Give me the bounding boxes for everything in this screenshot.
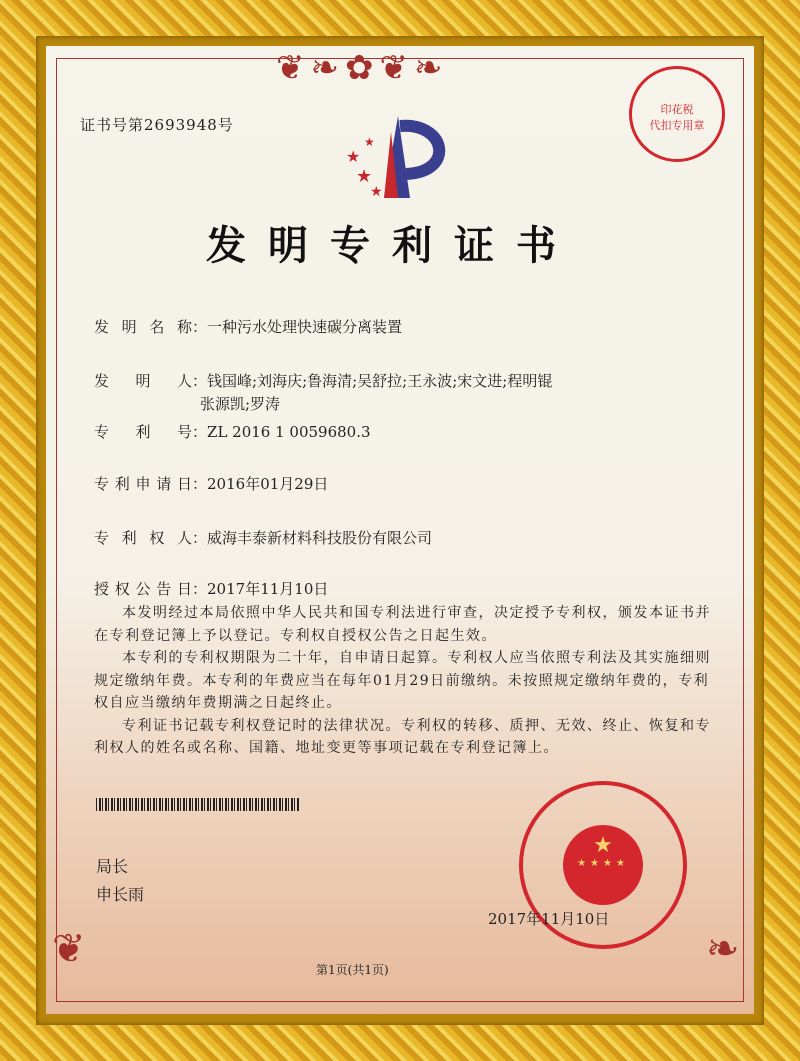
page-footer: 第1页(共1页): [316, 963, 389, 977]
field-inventors-line2: 张源凯;罗涛: [200, 395, 281, 413]
field-value: 2017年11月10日: [207, 580, 329, 598]
bottom-left-ornament: ❦: [52, 926, 86, 972]
field-value: 2016年01月29日: [207, 475, 329, 493]
paragraph: 本发明经过本局依照中华人民共和国专利法进行审查，决定授予专利权，颁发本证书并在专利登记簿上予以登记。专利权自授权公告之日起生效。: [94, 605, 711, 644]
field-patent-number: 专利号：ZL 2016 1 0059680.3: [94, 423, 371, 441]
field-label: 发明人: [94, 372, 192, 390]
svg-text:★: ★: [356, 166, 373, 187]
svg-text:★: ★: [370, 184, 383, 200]
field-label: 专利申请日: [94, 475, 192, 493]
national-emblem-icon: ★ ★★★★: [563, 825, 643, 905]
svg-text:★: ★: [364, 135, 375, 149]
certificate-paper: [46, 46, 754, 1014]
signatory-name: 申长雨: [96, 885, 145, 904]
certificate-body: [94, 602, 714, 760]
paragraph: 本专利的专利权期限为二十年，自申请日起算。专利权人应当依照专利法及其实施细则规定缴纳年费。本专利的年费应当在每年01月29日前缴纳。未按照规定缴纳年费的，专利权自应当缴纳年费期满之日起终止。: [94, 650, 711, 711]
certificate-title: 发明专利证书: [206, 222, 578, 269]
small-seal-center2: 代扣专用章: [649, 119, 705, 132]
field-filing-date: 专利申请日：2016年01月29日: [94, 475, 329, 493]
field-value: 钱国峰;刘海庆;鲁海清;吴舒拉;王永波;宋文进;程明锟: [207, 372, 553, 390]
field-label: 发明名称: [94, 318, 192, 336]
field-inventors: 发明人：钱国峰;刘海庆;鲁海清;吴舒拉;王永波;宋文进;程明锟: [94, 372, 553, 390]
field-label: 授权公告日: [94, 580, 192, 598]
field-patentee: 专利权人：威海丰泰新材料科技股份有限公司: [94, 529, 433, 547]
patent-office-logo: [336, 112, 466, 202]
stamp-duty-seal: [629, 66, 725, 162]
field-grant-date: 授权公告日：2017年11月10日: [94, 580, 329, 598]
barcode: [96, 798, 300, 811]
top-ornament: ❦❧✿❦❧: [276, 48, 449, 88]
certificate-number: 证书号第2693948号: [80, 116, 234, 134]
seal-date: 2017年11月10日: [488, 910, 610, 928]
field-value: ZL 2016 1 0059680.3: [207, 423, 371, 441]
field-value: 一种污水处理快速碳分离装置: [207, 318, 403, 336]
field-label: 专利权人: [94, 529, 192, 547]
paragraph: 专利证书记载专利权登记时的法律状况。专利权的转移、质押、无效、终止、恢复和专利权人的姓名或名称、国籍、地址变更等事项记载在专利登记簿上。: [94, 717, 711, 756]
field-invention-name: 发明名称：一种污水处理快速碳分离装置: [94, 318, 403, 336]
small-seal-center1: 印花税: [660, 103, 694, 116]
signatory-title: 局长: [96, 857, 129, 876]
bottom-right-ornament: ❧: [706, 926, 740, 972]
field-label: 专利号: [94, 423, 192, 441]
svg-text:★: ★: [346, 147, 361, 166]
field-value: 威海丰泰新材料科技股份有限公司: [207, 529, 433, 547]
